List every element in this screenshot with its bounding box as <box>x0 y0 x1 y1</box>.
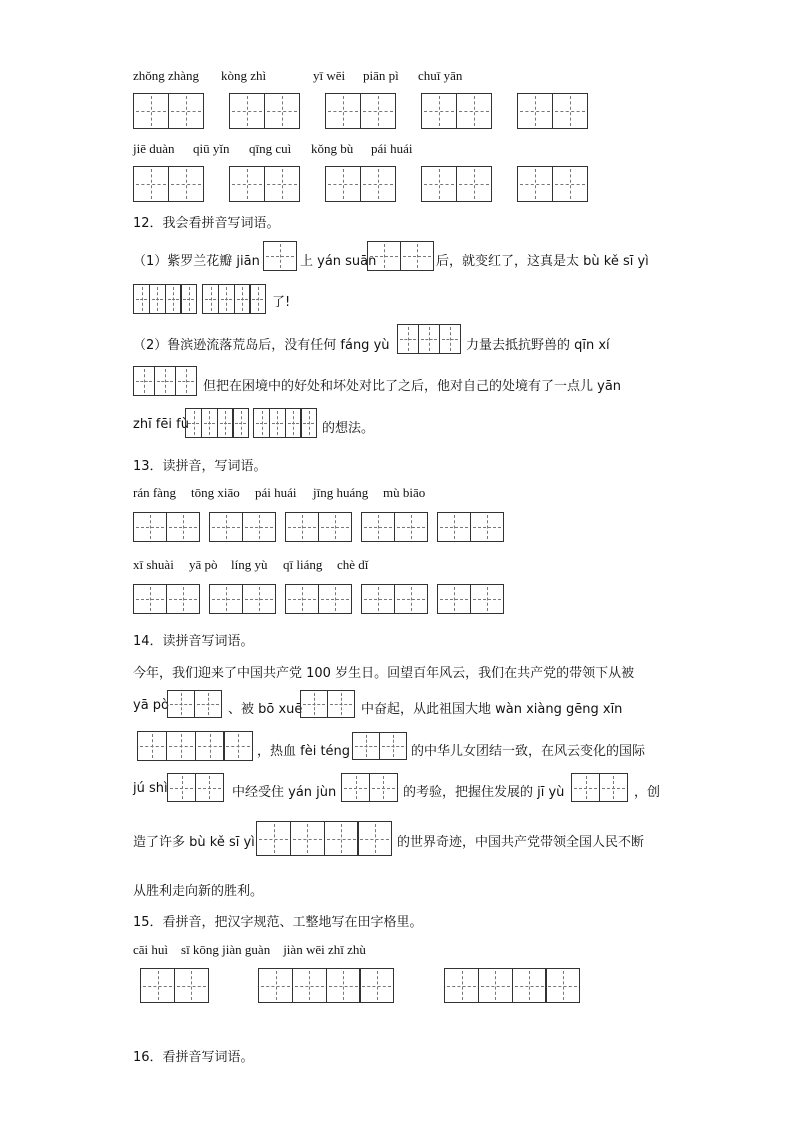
writing-grid[interactable] <box>133 512 200 542</box>
q12-text: 后，就变红了，这真是太 bù kě sī yì <box>436 254 649 269</box>
question-16-title: 16．看拼音写词语。 <box>133 1050 254 1065</box>
q14-text: 的考验，把握住发展的 jī yù <box>403 785 565 800</box>
writing-grid[interactable] <box>361 584 428 614</box>
q12-text: （1）紫罗兰花瓣 jiān <box>133 254 260 269</box>
writing-grid[interactable] <box>437 584 504 614</box>
q14-text: ，创 <box>634 785 661 800</box>
writing-grid[interactable] <box>202 284 266 314</box>
pinyin-label: yī wēi <box>313 68 346 83</box>
pinyin-label: pái huái <box>371 141 413 156</box>
pinyin-label: zhǒng zhàng <box>133 68 200 83</box>
writing-grid[interactable] <box>133 284 197 314</box>
pinyin-label: jīng huáng <box>313 485 369 500</box>
q12-text: 的想法。 <box>322 421 375 436</box>
pinyin-label: mù biāo <box>383 485 426 500</box>
writing-grid[interactable] <box>397 324 461 354</box>
writing-grid[interactable] <box>167 690 222 718</box>
q14-text: 的中华儿女团结一致，在风云变化的国际 <box>411 744 646 759</box>
pinyin-label: chè dǐ <box>337 557 369 572</box>
writing-grid[interactable] <box>263 241 297 271</box>
writing-grid[interactable] <box>517 93 588 129</box>
writing-grid[interactable] <box>367 241 434 271</box>
writing-grid[interactable] <box>137 731 253 761</box>
writing-grid[interactable] <box>341 773 398 802</box>
writing-grid[interactable] <box>300 690 355 718</box>
pinyin-label: qiū yǐn <box>193 141 230 156</box>
writing-grid[interactable] <box>133 584 200 614</box>
q14-text: 中经受住 yán jùn <box>232 785 337 800</box>
pinyin-label: kǒng bù <box>311 141 354 156</box>
q14-text: yā pò <box>133 698 169 713</box>
writing-grid[interactable] <box>253 408 317 438</box>
question-15-title: 15．看拼音，把汉字规范、工整地写在田字格里。 <box>133 915 423 930</box>
writing-grid[interactable] <box>444 968 580 1003</box>
writing-grid[interactable] <box>209 512 276 542</box>
writing-grid[interactable] <box>256 821 392 856</box>
q12-text: （2）鲁滨逊流落荒岛后，没有任何 fáng yù <box>133 338 390 353</box>
question-12-title: 12．我会看拼音写词语。 <box>133 216 280 231</box>
writing-grid[interactable] <box>229 166 300 202</box>
pinyin-label: qī liáng <box>283 557 323 572</box>
q12-text: 上 yán suān <box>300 254 377 269</box>
writing-grid[interactable] <box>133 93 204 129</box>
pinyin-label: kòng zhì <box>221 68 267 83</box>
writing-grid[interactable] <box>285 512 352 542</box>
pinyin-label: cāi huì sī kōng jiàn guàn jiàn wēi zhī zhù <box>133 942 366 957</box>
q14-text: 中奋起，从此祖国大地 wàn xiàng gēng xīn <box>361 702 623 717</box>
question-14-title: 14．读拼音写词语。 <box>133 634 254 649</box>
question-13-title: 13．读拼音，写词语。 <box>133 459 267 474</box>
q12-text: zhī fēi fù <box>133 417 189 432</box>
writing-grid[interactable] <box>185 408 249 438</box>
q14-text: ，热血 fèi téng <box>257 744 351 759</box>
writing-grid[interactable] <box>167 773 224 802</box>
pinyin-label: líng yù <box>231 557 268 572</box>
pinyin-label: piān pì <box>363 68 399 83</box>
q14-text: 造了许多 bù kě sī yì <box>133 835 255 850</box>
q14-text: 从胜利走向新的胜利。 <box>133 884 264 899</box>
writing-grid[interactable] <box>361 512 428 542</box>
q12-text: 力量去抵抗野兽的 qīn xí <box>466 338 610 353</box>
writing-grid[interactable] <box>285 584 352 614</box>
writing-grid[interactable] <box>517 166 588 202</box>
writing-grid[interactable] <box>133 366 197 396</box>
writing-grid[interactable] <box>325 166 396 202</box>
pinyin-label: chuī yān <box>418 68 463 83</box>
q12-text: 但把在困境中的好处和坏处对比了之后，他对自己的处境有了一点儿 yān <box>203 379 622 394</box>
writing-grid[interactable] <box>209 584 276 614</box>
pinyin-label: rán fàng <box>133 485 176 500</box>
q14-text: 、被 bō xuē <box>228 702 303 717</box>
writing-grid[interactable] <box>437 512 504 542</box>
writing-grid[interactable] <box>258 968 394 1003</box>
writing-grid[interactable] <box>352 732 407 760</box>
pinyin-label: xī shuài <box>133 557 174 572</box>
writing-grid[interactable] <box>325 93 396 129</box>
writing-grid[interactable] <box>571 773 628 802</box>
pinyin-label: qīng cuì <box>249 141 292 156</box>
pinyin-label: jiē duàn <box>133 141 175 156</box>
q14-text: 的世界奇迹，中国共产党带领全国人民不断 <box>397 835 645 850</box>
q14-text: jú shì <box>133 781 168 796</box>
pinyin-label: yā pò <box>189 557 218 572</box>
writing-grid[interactable] <box>140 968 209 1003</box>
writing-grid[interactable] <box>133 166 204 202</box>
writing-grid[interactable] <box>421 93 492 129</box>
pinyin-label: tōng xiāo <box>191 485 240 500</box>
writing-grid[interactable] <box>229 93 300 129</box>
q14-text: 今年，我们迎来了中国共产党 100 岁生日。回望百年风云，我们在共产党的带领下从被 <box>133 666 635 681</box>
q12-text: 了! <box>272 295 291 310</box>
pinyin-label: pái huái <box>255 485 297 500</box>
writing-grid[interactable] <box>421 166 492 202</box>
